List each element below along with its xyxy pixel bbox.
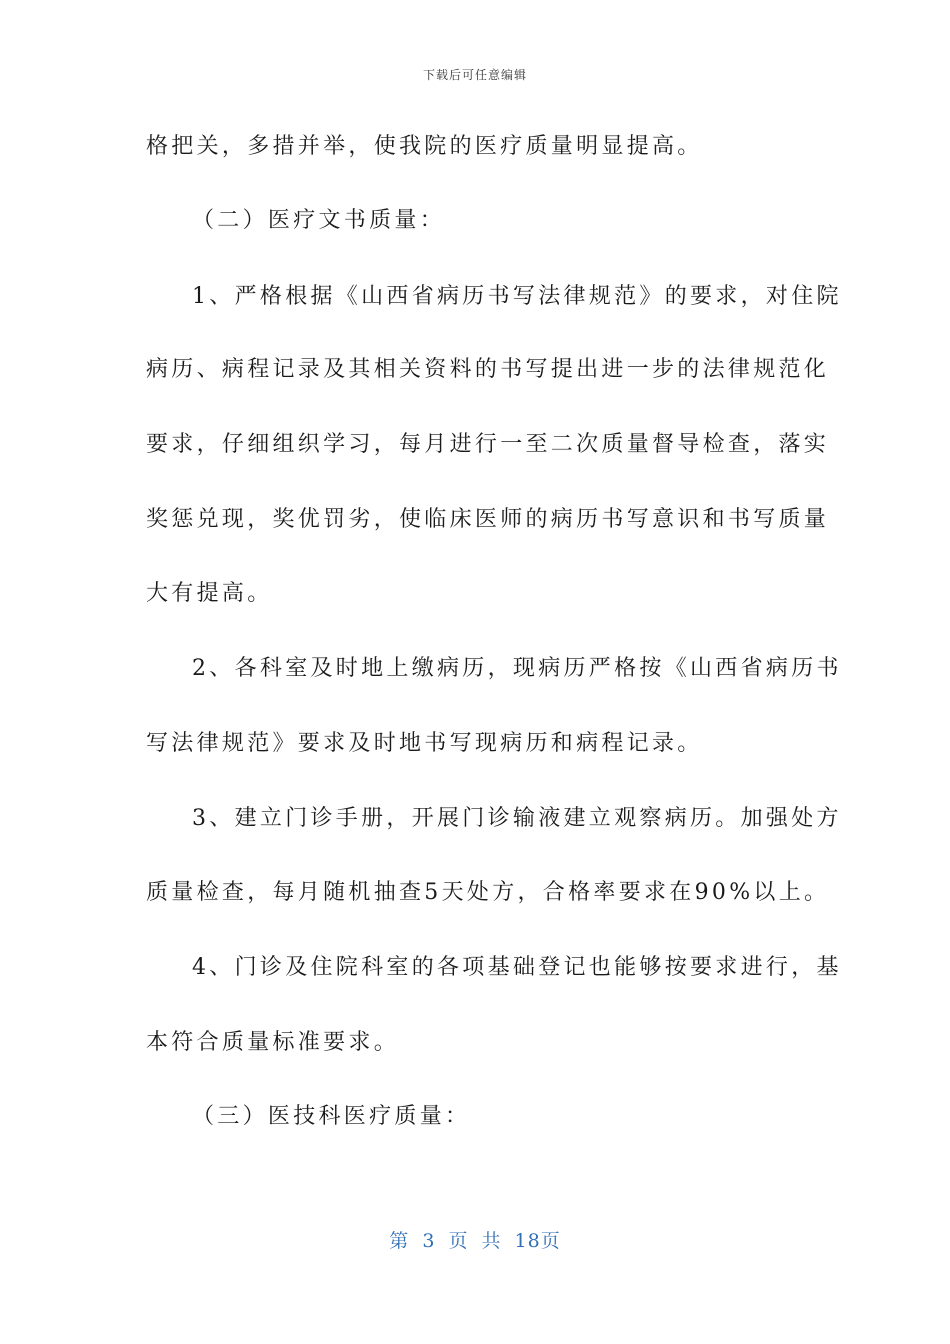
- section-heading: （二）医疗文书质量：: [192, 208, 446, 233]
- text-line: 质量检查，每月随机抽查5天处方，合格率要求在90%以上。: [146, 880, 830, 905]
- text-line: 1、严格根据《山西省病历书写法律规范》的要求，对住院: [192, 284, 842, 309]
- section-heading: （三）医技科医疗质量：: [192, 1104, 471, 1129]
- text-line: 2、各科室及时地上缴病历，现病历严格按《山西省病历书: [192, 656, 842, 681]
- text-line: 大有提高。: [146, 581, 273, 606]
- text-line: 格把关，多措并举，使我院的医疗质量明显提高。: [146, 134, 703, 159]
- page-number-footer: 第 3 页 共 18页: [389, 1230, 561, 1252]
- text-line: 奖惩兑现，奖优罚劣，使临床医师的病历书写意识和书写质量: [146, 507, 830, 532]
- text-line: 写法律规范》要求及时地书写现病历和病程记录。: [146, 731, 703, 756]
- text-line: 4、门诊及住院科室的各项基础登记也能够按要求进行，基: [192, 955, 842, 980]
- text-line: 本符合质量标准要求。: [146, 1030, 400, 1055]
- text-line: 要求，仔细组织学习，每月进行一至二次质量督导检查，落实: [146, 432, 830, 457]
- text-line: 3、建立门诊手册，开展门诊输液建立观察病历。加强处方: [192, 806, 842, 831]
- page-header: 下载后可任意编辑: [422, 68, 527, 82]
- text-line: 病历、病程记录及其相关资料的书写提出进一步的法律规范化: [146, 357, 830, 382]
